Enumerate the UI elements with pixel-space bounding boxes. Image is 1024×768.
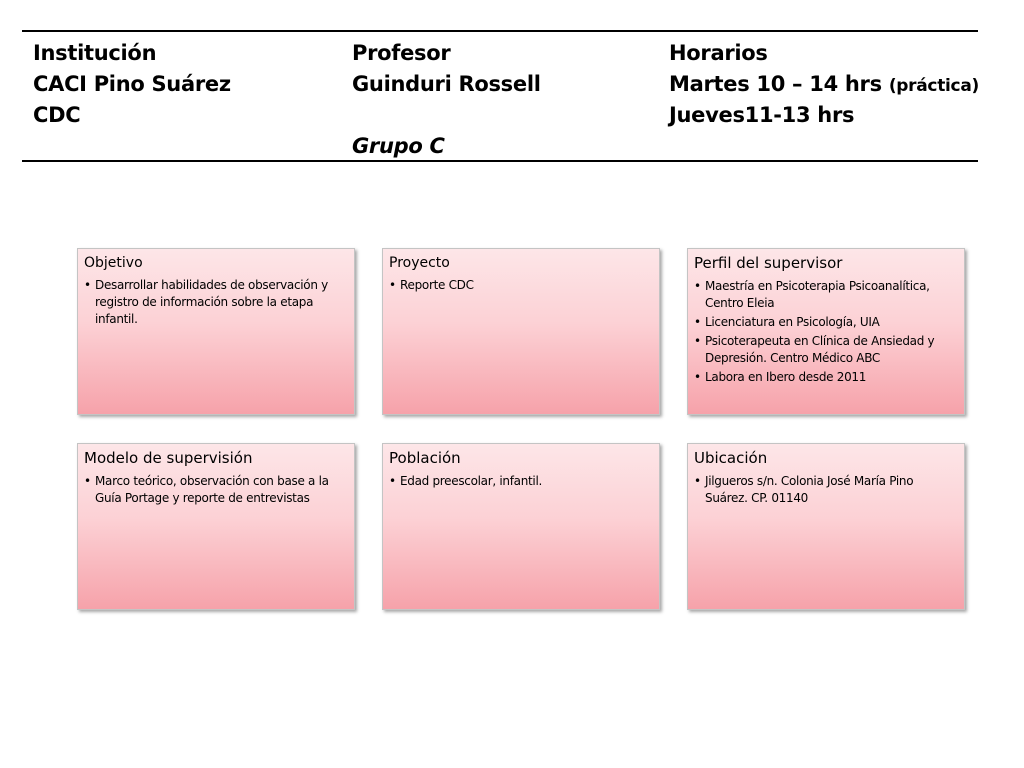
header-table [22,30,978,162]
card-list-item [694,333,958,367]
card-list-item-text: Jilgueros s/n. Colonia José María Pino Suárez. CP. 01140 [705,474,914,505]
card-list-item-text: Desarrollar habilidades de observación y registro de información sobre la etapa infantil. [95,278,328,326]
card-list-item [389,277,653,294]
card-list-item-text: Reporte CDC [400,278,474,292]
card-title: Modelo de supervisión [84,449,253,467]
professor-column [352,38,541,162]
professor-heading: Profesor [352,41,451,65]
card-list-item-text: Psicoterapeuta en Clínica de Ansiedad y Depresión. Centro Médico ABC [705,334,935,365]
card-list-item [694,473,958,507]
institution-column [33,38,231,131]
card-list [84,473,348,507]
card-ubicacion [687,443,965,610]
card-title: Población [389,449,461,467]
card-title: Ubicación [694,449,768,467]
card-perfil-supervisor [687,248,965,415]
schedule-thursday: Jueves11-13 hrs [669,103,855,127]
card-list-item-text: Marco teórico, observación con base a la Guía Portage y reporte de entrevistas [95,474,329,505]
card-list-item [694,369,958,386]
card-list-item [84,277,348,328]
institution-heading: Institución [33,41,157,65]
card-list [389,473,653,490]
bullet: • [694,315,701,329]
card-list-item [694,278,958,312]
card-list-item [84,473,348,507]
bullet: • [389,474,396,488]
bullet: • [694,334,701,348]
card-list [694,278,958,386]
bullet: • [84,278,91,292]
bullet: • [694,279,701,293]
group-label: Grupo C [352,134,445,158]
card-list-item [389,473,653,490]
institution-name: CACI Pino Suárez [33,72,231,96]
card-poblacion [382,443,660,610]
bullet: • [694,474,701,488]
schedule-tuesday-time: Martes 10 – 14 hrs [669,72,889,96]
institution-unit: CDC [33,103,81,127]
card-objetivo [77,248,355,415]
card-title: Proyecto [389,255,450,271]
bullet: • [84,474,91,488]
schedule-column [669,38,979,131]
card-list [694,473,958,507]
schedule-tuesday [669,69,979,100]
card-title: Objetivo [84,255,143,271]
blank-line [352,100,541,131]
card-title: Perfil del supervisor [694,254,843,272]
schedule-heading: Horarios [669,41,768,65]
bullet: • [694,370,701,384]
card-list-item [694,314,958,331]
card-list [84,277,348,328]
card-list-item-text: Licenciatura en Psicología, UIA [705,315,880,329]
card-list [389,277,653,294]
bullet: • [389,278,396,292]
schedule-tuesday-note: (práctica) [888,76,979,96]
card-list-item-text: Edad preescolar, infantil. [400,474,542,488]
card-list-item-text: Maestría en Psicoterapia Psicoanalítica, Centro Eleia [705,279,930,310]
card-modelo-supervision [77,443,355,610]
professor-name: Guinduri Rossell [352,72,541,96]
card-proyecto [382,248,660,415]
card-list-item-text: Labora en Ibero desde 2011 [705,370,867,384]
